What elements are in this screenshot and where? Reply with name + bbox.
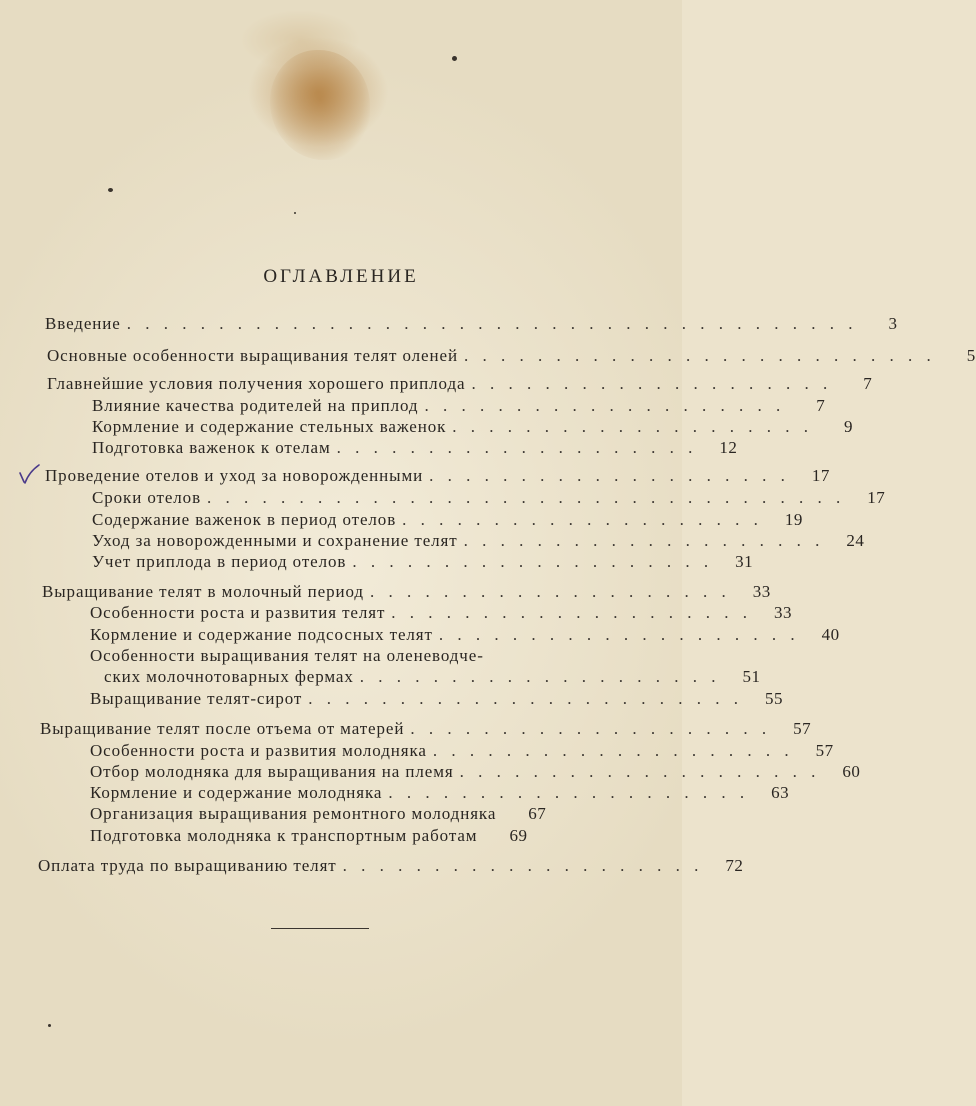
toc-entry <box>90 825 605 846</box>
ink-speck <box>452 56 457 61</box>
leader-dots: . . . . . . . . . . . . . . . . . . . . <box>336 438 698 457</box>
toc-entry <box>90 688 783 709</box>
toc-entry-title: Подготовка важенок к отелам <box>92 438 331 457</box>
toc-entry-title: Основные особенности выращивания телят оленей <box>47 346 458 365</box>
toc-entry <box>90 761 861 782</box>
toc-entry <box>90 624 840 645</box>
toc-entry-page: 55 <box>765 689 783 708</box>
toc-entry <box>92 437 738 458</box>
toc-entry <box>90 602 793 623</box>
toc-entry-title: Отбор молодняка для выращивания на племя <box>90 762 454 781</box>
leader-dots: . . . . . . . . . . . . . . . . . . . . <box>424 396 786 415</box>
stain-mark <box>270 50 370 160</box>
leader-dots: . . . . . . . . . . . . . . . . . . . . <box>342 856 704 875</box>
toc-entry-page: 17 <box>867 488 886 507</box>
leader-dots: . . . . . . . . . . . . . . . . . . . . <box>369 582 731 601</box>
toc-entry <box>90 782 790 803</box>
toc-entry-page: 60 <box>842 762 861 781</box>
toc-entry-page: 33 <box>752 582 771 601</box>
toc-entry <box>92 551 754 572</box>
toc-entry-title: Содержание важенок в период отелов <box>92 510 397 529</box>
toc-entry-page: 3 <box>888 314 898 333</box>
page-title: ОГЛАВЛЕНИЕ <box>263 266 419 287</box>
toc-entry <box>92 509 803 530</box>
toc-entry-title: Главнейшие условия получения хорошего приплода <box>47 374 466 393</box>
toc-entry-title: Проведение отелов и уход за новорожденными <box>45 466 424 485</box>
toc-entry <box>92 487 886 508</box>
handwritten-checkmark <box>18 463 40 485</box>
toc-entry <box>92 530 865 551</box>
toc-entry-page: 33 <box>774 603 793 622</box>
leader-dots: . . . . . . . . . . . . . . . . . . . . <box>391 603 753 622</box>
toc-entry-title: Выращивание телят в молочный период <box>42 582 364 601</box>
toc-entry <box>42 581 771 602</box>
toc-entry-page: 67 <box>528 804 547 823</box>
toc-entry-page: 9 <box>844 417 854 436</box>
leader-dots: . . . . . . . . . . . . . . . . . . . . <box>438 625 800 644</box>
toc-entry <box>90 803 605 824</box>
toc-entry-page: 5 <box>966 346 976 365</box>
leader-dots: . . . . . . . . . . . . . . . . . . . . . . . . . . . . . . . . . . . . . . . . <box>126 314 858 333</box>
toc-entry <box>40 718 812 739</box>
leader-dots: . . . . . . . . . . . . . . . . . . . . . . . . . . <box>463 346 936 365</box>
toc-entry-title: Особенности роста и развития молодняка <box>90 741 427 760</box>
leader-dots: . . . . . . . . . . . . . . . . . . . . <box>459 762 821 781</box>
toc-entry-title: Организация выращивания ремонтного молодняка <box>90 804 497 823</box>
toc-entry-title: Уход за новорожденными и сохранение телят <box>92 531 458 550</box>
toc-entry-page: 72 <box>725 856 744 875</box>
leader-dots: . . . . . . . . . . . . . . . . . . . . <box>402 510 763 529</box>
toc-entry-title: Особенности выращивания телят на оленеводче- <box>90 646 484 665</box>
toc-entry <box>47 345 976 366</box>
toc-entry-page: 19 <box>784 510 803 529</box>
toc-entry-page: 7 <box>816 396 826 415</box>
leader-dots: . . . . . . . . . . . . . . . . . . . . <box>463 531 825 550</box>
toc-entry-page: 63 <box>771 783 790 802</box>
toc-entry-page: 12 <box>719 438 738 457</box>
leader-dots: . . . . . . . . . . . . . . . . . . . . <box>471 374 833 393</box>
toc-entry <box>104 666 761 687</box>
toc-entry-page: 57 <box>815 741 834 760</box>
toc-entry-title: Кормление и содержание подсосных телят <box>90 625 433 644</box>
leader-dots: . . . . . . . . . . . . . . . . . . . . <box>410 719 772 738</box>
toc-entry-title: Выращивание телят после отъема от матерей <box>40 719 405 738</box>
toc-entry <box>90 645 605 666</box>
leader-dots: . . . . . . . . . . . . . . . . . . . . <box>429 466 790 485</box>
toc-entry <box>90 740 834 761</box>
toc-entry-title: Оплата труда по выращиванию телят <box>38 856 337 875</box>
toc-entry-title: Кормление и содержание молодняка <box>90 783 383 802</box>
ink-speck <box>48 1024 51 1027</box>
leader-dots: . . . . . . . . . . . . . . . . . . . . <box>359 667 721 686</box>
toc-entry <box>45 313 898 334</box>
toc-entry-page: 31 <box>735 552 754 571</box>
toc-entry-page: 7 <box>863 374 873 393</box>
toc-entry-title: Сроки отелов <box>92 488 202 507</box>
toc-entry-page: 24 <box>846 531 865 550</box>
toc-entry-page: 40 <box>821 625 840 644</box>
leader-dots: . . . . . . . . . . . . . . . . . . . . . . . . <box>308 689 743 708</box>
toc-entry-title: Влияние качества родителей на приплод <box>92 396 419 415</box>
toc-entry-page: 57 <box>793 719 812 738</box>
leader-dots: . . . . . . . . . . . . . . . . . . . . <box>388 783 750 802</box>
toc-entry-title: Выращивание телят-сирот <box>90 689 303 708</box>
leader-dots: . . . . . . . . . . . . . . . . . . . . . . . . . . . . . . . . . . . <box>207 488 846 507</box>
toc-entry-title: Подготовка молодняка к транспортным работам <box>90 826 478 845</box>
toc-entry-title: ских молочнотоварных фермах <box>104 667 354 686</box>
ink-speck <box>294 212 296 214</box>
toc-entry <box>47 373 873 394</box>
leader-dots: . . . . . . . . . . . . . . . . . . . . <box>432 741 794 760</box>
toc-entry-title: Введение <box>45 314 121 333</box>
toc-entry-page: 51 <box>742 667 761 686</box>
leader-dots: . . . . . . . . . . . . . . . . . . . . <box>452 417 814 436</box>
toc-entry-title: Кормление и содержание стельных важенок <box>92 417 447 436</box>
toc-entry <box>92 395 826 416</box>
ink-speck <box>108 188 113 192</box>
leader-dots: . . . . . . . . . . . . . . . . . . . . <box>352 552 714 571</box>
toc-entry <box>38 855 744 876</box>
divider-rule <box>271 928 369 929</box>
toc-entry-page: 17 <box>811 466 830 485</box>
toc-entry-title: Учет приплода в период отелов <box>92 552 347 571</box>
toc-entry-page: 69 <box>509 826 528 845</box>
toc-entry <box>92 416 854 437</box>
toc-entry <box>45 465 830 486</box>
toc-entry-title: Особенности роста и развития телят <box>90 603 386 622</box>
